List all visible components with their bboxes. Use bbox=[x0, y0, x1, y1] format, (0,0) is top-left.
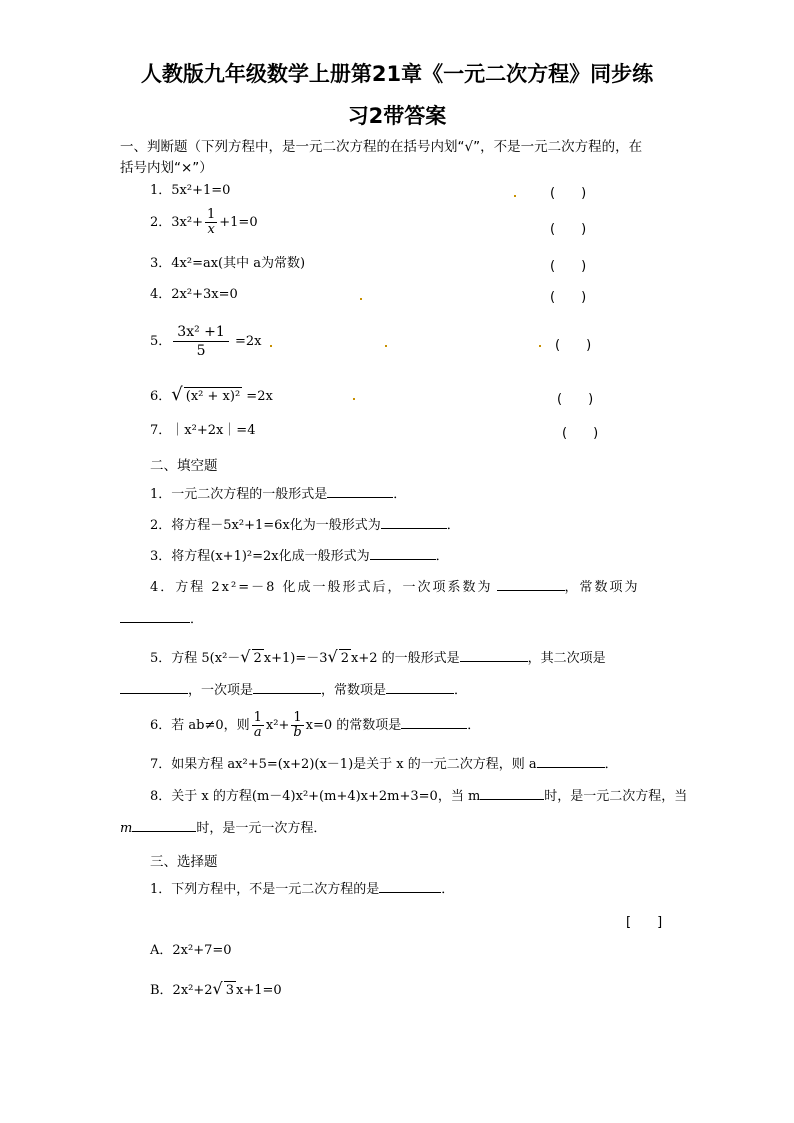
scan-dot bbox=[385, 345, 387, 347]
fill-q2 bbox=[150, 516, 460, 535]
judge-q3-paren: ( ) bbox=[550, 259, 587, 274]
fill-q5-pre: 5．方程 5(x²－ bbox=[150, 651, 241, 666]
fill-q6-blank[interactable] bbox=[401, 716, 467, 729]
fill-q8-tail: 时，是一元一次方程． bbox=[196, 821, 327, 836]
fill-q3-blank[interactable] bbox=[370, 547, 436, 560]
fill-q5-post: x+2 的一般形式是 bbox=[351, 651, 460, 666]
judge-q4-paren: ( ) bbox=[550, 290, 587, 305]
fill-q8-post: 时，是一元二次方程，当 bbox=[544, 789, 688, 804]
fill-q8-m: m bbox=[120, 821, 133, 836]
judge-q3: 3．4x²=ax(其中 a为常数) bbox=[150, 256, 306, 271]
fill-q5-radical-sign-2: √ bbox=[327, 647, 338, 666]
fill-q4-text-b: ，常数项为 bbox=[564, 580, 640, 595]
judge-q5 bbox=[150, 322, 261, 362]
judge-q6 bbox=[150, 386, 273, 406]
judge-q1-paren: ( ) bbox=[550, 186, 587, 201]
judge-q2-pre: 2．3x²+ bbox=[150, 215, 203, 230]
fill-q5-line1 bbox=[150, 648, 606, 668]
option-b-post: x+1=0 bbox=[236, 983, 282, 998]
fill-q8-blank-1[interactable] bbox=[480, 787, 544, 800]
fill-q5-tail: ，其二次项是 bbox=[527, 651, 606, 666]
fill-q5-text-1: ，一次项是 bbox=[188, 683, 254, 698]
fill-q6-num-1: 1 bbox=[253, 710, 262, 725]
fill-q5-text-2: ，常数项是 bbox=[321, 683, 387, 698]
fill-q7-text: 7．如果方程 ax²+5=(x+2)(x－1)是关于 x 的一元二次方程，则 a bbox=[150, 757, 537, 772]
judge-q1: 1．5x²+1=0 bbox=[150, 183, 231, 198]
judge-q2-fraction bbox=[205, 208, 217, 237]
title-line-2: 习2带答案 bbox=[347, 104, 447, 128]
option-b-pre: B．2x²+2 bbox=[150, 983, 213, 998]
fill-q4-period: ． bbox=[190, 612, 204, 627]
fill-q1-text: 1．一元二次方程的一般形式是 bbox=[150, 487, 328, 502]
judge-q6-pre: 6． bbox=[150, 389, 172, 404]
fill-q2-text: 2．将方程－5x²+1=6x化为一般形式为 bbox=[150, 518, 381, 533]
fill-q5-radicand-2: 2 bbox=[340, 651, 349, 666]
fill-q6-mid: x²+ bbox=[265, 718, 290, 733]
title-line-1: 人教版九年级数学上册第21章《一元二次方程》同步练 bbox=[140, 62, 654, 86]
fill-q4-text-a: 4．方程 2x²=－8 化成一般形式后，一次项系数为 bbox=[150, 580, 493, 595]
scan-dot bbox=[353, 398, 355, 400]
section3-heading: 三、选择题 bbox=[150, 854, 218, 870]
fill-q3-text: 3．将方程(x+1)²=2x化成一般形式为 bbox=[150, 549, 370, 564]
judge-q6-post: =2x bbox=[246, 389, 273, 404]
fill-q5-mid: x+1)=－3 bbox=[263, 651, 328, 666]
choice-q1-period: ． bbox=[441, 882, 455, 897]
fill-q3 bbox=[150, 547, 449, 566]
fill-q4-blank-2[interactable] bbox=[120, 610, 190, 623]
section2-heading: 二、填空题 bbox=[150, 458, 218, 474]
choice-q1 bbox=[150, 880, 454, 899]
scan-dot bbox=[270, 345, 272, 347]
fill-q8-blank-2[interactable] bbox=[132, 819, 196, 832]
fill-q1-blank[interactable] bbox=[327, 485, 393, 498]
fill-q4-line2 bbox=[120, 610, 203, 629]
fill-q2-blank[interactable] bbox=[381, 516, 447, 529]
judge-q4: 4．2x²+3x=0 bbox=[150, 287, 238, 302]
fill-q6-num-2: 1 bbox=[293, 710, 302, 725]
fill-q2-period: ． bbox=[446, 518, 460, 533]
judge-q2-den: x bbox=[207, 222, 215, 237]
choice-q1-blank[interactable] bbox=[379, 880, 441, 893]
judge-q5-post: =2x bbox=[234, 334, 262, 349]
fill-q6-pre: 6．若 ab≠0，则 bbox=[150, 718, 250, 733]
judge-q6-paren: ( ) bbox=[557, 392, 594, 407]
fill-q5-blank-1[interactable] bbox=[460, 649, 528, 662]
fill-q4-line1 bbox=[150, 578, 640, 597]
fill-q1 bbox=[150, 485, 406, 504]
judge-q7: 7．｜x²+2x｜=4 bbox=[150, 423, 256, 438]
judge-q2 bbox=[150, 208, 258, 238]
fill-q5-blank-4[interactable] bbox=[386, 681, 454, 694]
choice-q1-option-b[interactable] bbox=[150, 980, 282, 1000]
fill-q5-radicand-1: 2 bbox=[253, 651, 262, 666]
fill-q8-pre: 8．关于 x 的方程(m－4)x²+(m+4)x+2m+3=0，当 m bbox=[150, 789, 481, 804]
option-b-radicand: 3 bbox=[225, 983, 235, 998]
judge-q5-den: 5 bbox=[196, 343, 206, 359]
scan-dot bbox=[360, 298, 362, 300]
choice-q1-text: 1．下列方程中，不是一元二次方程的是 bbox=[150, 882, 380, 897]
section1-heading-a: 一、判断题（下列方程中，是一元二次方程的在括号内划“√”，不是一元二次方程的，在 bbox=[120, 139, 643, 155]
fill-q6-den-2: b bbox=[293, 725, 302, 740]
fill-q6-period: ． bbox=[467, 718, 481, 733]
fill-q1-period: ． bbox=[393, 487, 407, 502]
fill-q5-line2 bbox=[120, 681, 467, 700]
fill-q3-period: ． bbox=[435, 549, 449, 564]
judge-q2-paren: ( ) bbox=[550, 222, 587, 237]
option-b-radical-sign: √ bbox=[212, 979, 223, 998]
fill-q5-blank-3[interactable] bbox=[253, 681, 321, 694]
judge-q6-radicand: (x² + x)² bbox=[185, 389, 241, 404]
judge-q2-num: 1 bbox=[206, 207, 216, 222]
judge-q5-fraction bbox=[173, 323, 229, 360]
fill-q8-line2 bbox=[120, 819, 326, 838]
fill-q7-blank[interactable] bbox=[537, 755, 605, 768]
fill-q6-fraction-2 bbox=[291, 711, 303, 740]
fill-q5-radical-sign-1: √ bbox=[240, 647, 251, 666]
judge-q2-post: +1=0 bbox=[219, 215, 258, 230]
scan-dot bbox=[539, 345, 541, 347]
fill-q6-den-1: a bbox=[253, 725, 262, 740]
fill-q7-period: ． bbox=[604, 757, 618, 772]
judge-q5-num: 3x² +1 bbox=[173, 323, 229, 342]
scan-dot bbox=[514, 195, 516, 197]
fill-q6-post: x=0 的常数项是 bbox=[305, 718, 402, 733]
choice-q1-option-a[interactable]: A．2x²+7=0 bbox=[150, 943, 232, 958]
fill-q8-line1 bbox=[150, 787, 687, 806]
judge-q5-paren: ( ) bbox=[555, 338, 592, 353]
fill-q5-period: ． bbox=[454, 683, 468, 698]
choice-q1-bracket: [ ] bbox=[626, 915, 663, 930]
judge-q7-paren: ( ) bbox=[562, 426, 599, 441]
fill-q7 bbox=[150, 755, 618, 774]
fill-q4-blank-1[interactable] bbox=[497, 578, 565, 591]
fill-q6 bbox=[150, 710, 480, 742]
section1-heading-b: 括号内划“×”） bbox=[120, 160, 213, 176]
fill-q6-fraction-1 bbox=[252, 711, 264, 740]
fill-q5-blank-2[interactable] bbox=[120, 681, 188, 694]
judge-q6-radical-sign: √ bbox=[171, 384, 183, 405]
judge-q5-pre: 5． bbox=[150, 334, 172, 349]
